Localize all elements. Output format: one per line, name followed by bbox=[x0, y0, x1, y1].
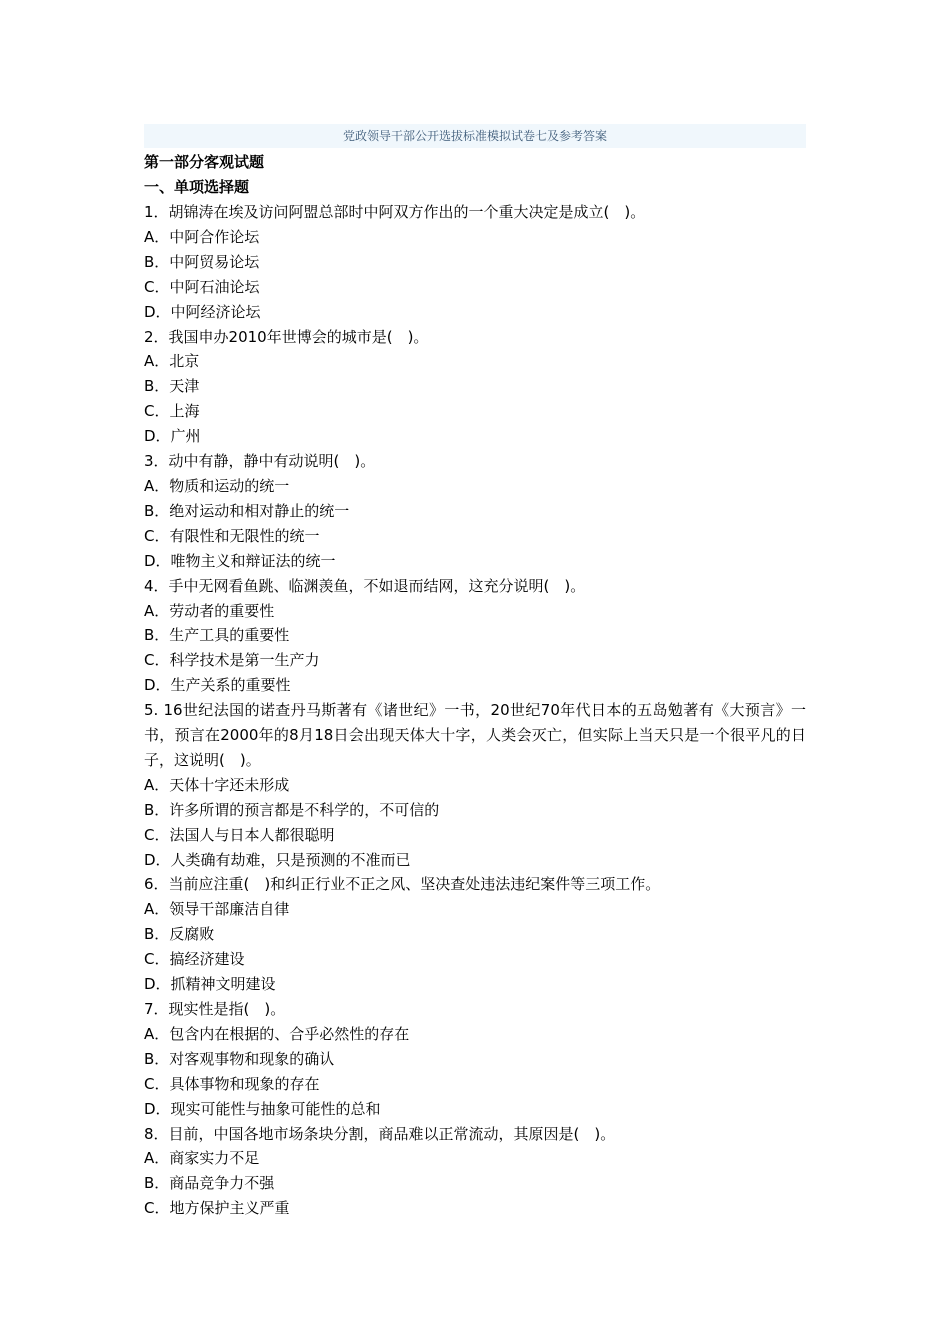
text-line: A．中阿合作论坛 bbox=[144, 227, 260, 246]
text-line: B．商品竞争力不强 bbox=[144, 1174, 275, 1193]
text-line: C．上海 bbox=[144, 402, 200, 421]
text-line: 7．现实性是指( )。 bbox=[144, 1000, 286, 1018]
document-page bbox=[144, 124, 806, 1221]
part-heading: 第一部分客观试题 bbox=[144, 153, 265, 171]
text-line: C．中阿石油论坛 bbox=[144, 277, 260, 296]
text-line: A．天体十字还未形成 bbox=[144, 775, 290, 794]
text-line: A．领导干部廉洁自律 bbox=[144, 900, 290, 919]
text-line: B．中阿贸易论坛 bbox=[144, 252, 260, 271]
question-5-text: 5. 16世纪法国的诺查丹马斯著有《诸世纪》一书，20世纪70年代日本的五岛勉著有《大预言》一书，预言在2000年的8月18日会出现天体大十字，人类会灭亡，但实际上当天只是一个很平凡的日子，这说明( )。 bbox=[144, 701, 806, 769]
text-line: B．许多所谓的预言都是不科学的，不可信的 bbox=[144, 800, 440, 819]
text-line: B．对客观事物和现象的确认 bbox=[144, 1049, 335, 1068]
text-line: C．科学技术是第一生产力 bbox=[144, 651, 320, 670]
text-line: D．抓精神文明建设 bbox=[144, 975, 276, 994]
text-line: 6．当前应注重( )和纠正行业不正之风、坚决查处违法违纪案件等三项工作。 bbox=[144, 875, 661, 894]
text-line: B．绝对运动和相对静止的统一 bbox=[144, 501, 350, 520]
document-title: 党政领导干部公开选拔标准模拟试卷七及参考答案 bbox=[144, 124, 806, 148]
text-line: A．商家实力不足 bbox=[144, 1149, 260, 1168]
text-line: C．搞经济建设 bbox=[144, 950, 245, 969]
text-line: C．有限性和无限性的统一 bbox=[144, 526, 320, 545]
text-line: B．天津 bbox=[144, 377, 200, 396]
text-line: D．唯物主义和辩证法的统一 bbox=[144, 551, 336, 570]
text-line: A．北京 bbox=[144, 352, 200, 371]
text-line: D．广州 bbox=[144, 427, 201, 446]
section-heading: 一、单项选择题 bbox=[144, 178, 250, 196]
text-line: B．反腐败 bbox=[144, 925, 215, 944]
text-line: C．地方保护主义严重 bbox=[144, 1199, 290, 1218]
text-line: 4．手中无网看鱼跳、临渊羡鱼，不如退而结网，这充分说明( )。 bbox=[144, 576, 586, 595]
text-line: A．物质和运动的统一 bbox=[144, 476, 290, 495]
text-line: 2．我国申办2010年世博会的城市是( )。 bbox=[144, 327, 429, 346]
text-line: D．生产关系的重要性 bbox=[144, 676, 291, 695]
text-line: B．生产工具的重要性 bbox=[144, 626, 290, 645]
text-line: 8．目前，中国各地市场条块分割，商品难以正常流动，其原因是( )。 bbox=[144, 1124, 616, 1143]
text-line: D．现实可能性与抽象可能性的总和 bbox=[144, 1099, 381, 1118]
text-line: C．法国人与日本人都很聪明 bbox=[144, 825, 335, 844]
text-line: 3．动中有静，静中有动说明( )。 bbox=[144, 452, 376, 471]
text-line: D．中阿经济论坛 bbox=[144, 302, 261, 321]
text-line: A．劳动者的重要性 bbox=[144, 601, 275, 620]
text-line: C．具体事物和现象的存在 bbox=[144, 1074, 320, 1093]
text-line: 1．胡锦涛在埃及访问阿盟总部时中阿双方作出的一个重大决定是成立( )。 bbox=[144, 203, 646, 221]
text-line: A．包含内在根据的、合乎必然性的存在 bbox=[144, 1024, 410, 1043]
text-line: D．人类确有劫难，只是预测的不准而已 bbox=[144, 850, 411, 869]
